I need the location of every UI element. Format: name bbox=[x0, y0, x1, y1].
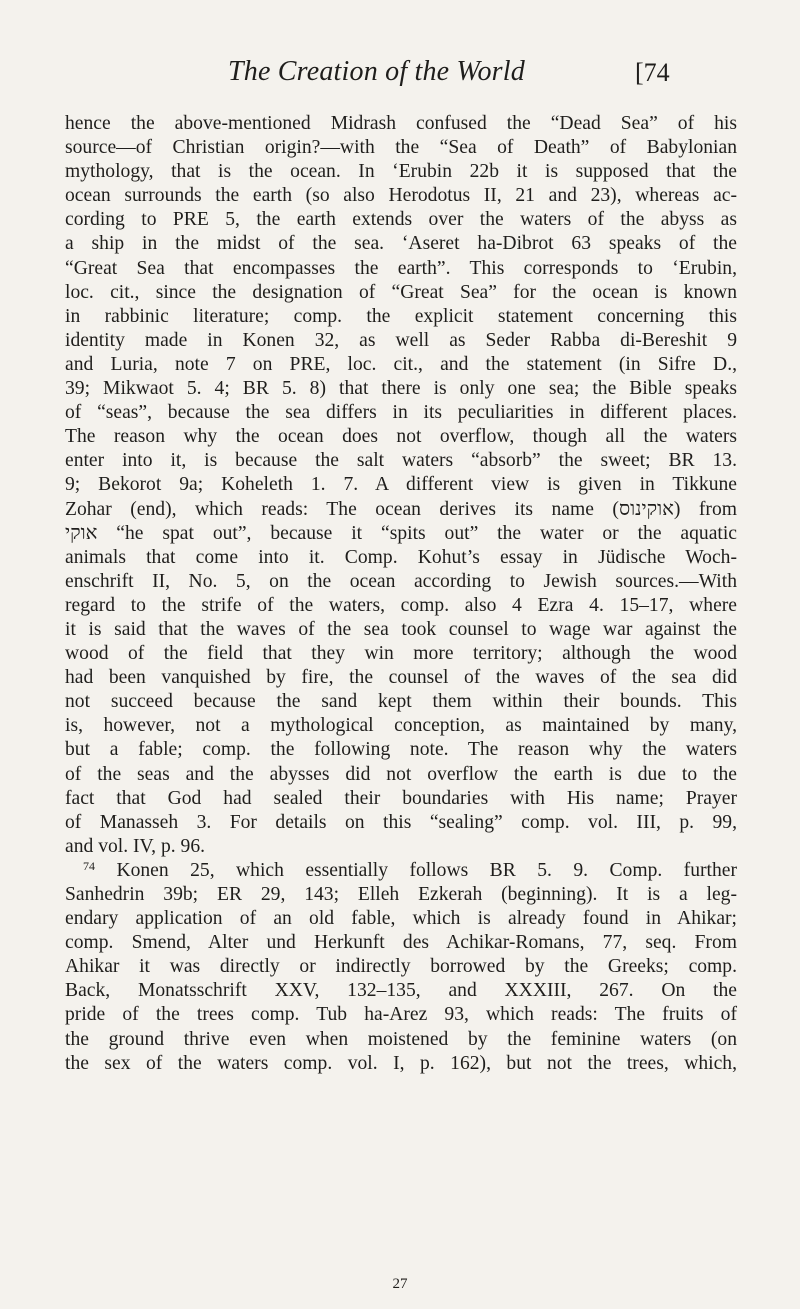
text-line: endary application of an old fable, which is already found in Ahikar; bbox=[65, 908, 737, 930]
text-line: but a fable; comp. the following note. The reason why the waters bbox=[65, 739, 737, 761]
folio-number: 27 bbox=[392, 1276, 408, 1292]
text-line: enter into it, is because the salt waters “absorb” the sweet; BR 13. bbox=[65, 450, 737, 472]
text-line: had been vanquished by fire, the counsel of the waves of the sea did bbox=[65, 667, 737, 689]
text-line: enschrift II, No. 5, on the ocean according to Jewish sources.—With bbox=[65, 570, 737, 592]
text-line: 9; Bekorot 9a; Koheleth 1. 7. A different view is given in Tikkune bbox=[65, 474, 737, 496]
text-line: “Great Sea that encompasses the earth”. This corresponds to ‘Erubin, bbox=[65, 257, 737, 279]
page-number: [74 bbox=[635, 58, 670, 87]
note-marker: 74 bbox=[83, 858, 95, 873]
running-header bbox=[0, 56, 800, 96]
text-line: animals that come into it. Comp. Kohut’s essay in Jüdische Woch- bbox=[65, 546, 737, 568]
text-line: pride of the trees comp. Tub ha-Arez 93, which reads: The fruits of bbox=[65, 1004, 737, 1026]
text-line: Ahikar it was directly or indirectly borrowed by the Greeks; comp. bbox=[65, 956, 737, 978]
text-line: Sanhedrin 39b; ER 29, 143; Elleh Ezkerah (beginning). It is a leg- bbox=[65, 884, 737, 905]
text-line: not succeed because the sand kept them within their bounds. This bbox=[65, 691, 737, 713]
text-line: identity made in Konen 32, as well as Seder Rabba di-Bereshit 9 bbox=[65, 329, 737, 351]
text-line: it is said that the waves of the sea took counsel to wage war against the bbox=[65, 618, 737, 640]
text-line: of “seas”, because the sea differs in its peculiarities in different places. bbox=[65, 402, 737, 424]
text-line: the sex of the waters comp. vol. I, p. 162), but not the trees, which, bbox=[65, 1052, 737, 1074]
text-line: Konen 25, which essentially follows BR 5. 9. Comp. further bbox=[116, 859, 737, 881]
text-line: cording to PRE 5, the earth extends over the waters of the abyss as bbox=[65, 209, 737, 231]
text-line: wood of the field that they win more territory; although the wood bbox=[65, 643, 737, 665]
text-line: and Luria, note 7 on PRE, loc. cit., and the statement (in Sifre D., bbox=[65, 353, 737, 375]
text-line: the ground thrive even when moistened by the feminine waters (on bbox=[65, 1028, 737, 1050]
text-line: regard to the strife of the waters, comp. also 4 Ezra 4. 15–17, where bbox=[65, 594, 737, 616]
text-line: and vol. IV, p. 96. bbox=[65, 835, 206, 857]
text-line: mythology, that is the ocean. In ‘Erubin 22b it is supposed that the bbox=[65, 161, 737, 183]
text-line: is, however, not a mythological conception, as maintained by many, bbox=[65, 715, 737, 737]
text-line: ocean surrounds the earth (so also Herodotus II, 21 and 23), whereas ac- bbox=[65, 185, 737, 207]
text-line: of the seas and the abysses did not overflow the earth is due to the bbox=[65, 763, 737, 785]
note-74-first-line bbox=[65, 859, 737, 883]
text-line: 39; Mikwaot 5. 4; BR 5. 8) that there is only one sea; the Bible speaks bbox=[65, 378, 737, 400]
text-line: comp. Smend, Alter und Herkunft des Achikar-Romans, 77, seq. From bbox=[65, 932, 737, 954]
text-line: a ship in the midst of the sea. ‘Aseret ha-Dibrot 63 speaks of the bbox=[65, 233, 737, 255]
text-line: fact that God had sealed their boundaries with His name; Prayer bbox=[65, 787, 737, 809]
text-line: source—of Christian origin?—with the “Sea of Death” of Babylonian bbox=[65, 137, 737, 159]
text-line: of Manasseh 3. For details on this “sealing” comp. vol. III, p. 99, bbox=[65, 811, 737, 833]
text-line: in rabbinic literature; comp. the explicit statement concerning this bbox=[65, 305, 737, 327]
text-line: hence the above-mentioned Midrash confused the “Dead Sea” of his bbox=[65, 113, 737, 134]
text-line: Zohar (end), which reads: The ocean derives its name (אוקינוס) from bbox=[65, 498, 737, 520]
text-line: אוקי “he spat out”, because it “spits out” the water or the aquatic bbox=[65, 522, 737, 544]
text-line: Back, Monatsschrift XXV, 132–135, and XXXIII, 267. On the bbox=[65, 980, 737, 1002]
text-line: loc. cit., since the designation of “Great Sea” for the ocean is known bbox=[65, 281, 737, 303]
text-line: The reason why the ocean does not overflow, though all the waters bbox=[65, 426, 737, 448]
notes-text bbox=[65, 112, 737, 1076]
running-title: The Creation of the World bbox=[228, 56, 525, 87]
